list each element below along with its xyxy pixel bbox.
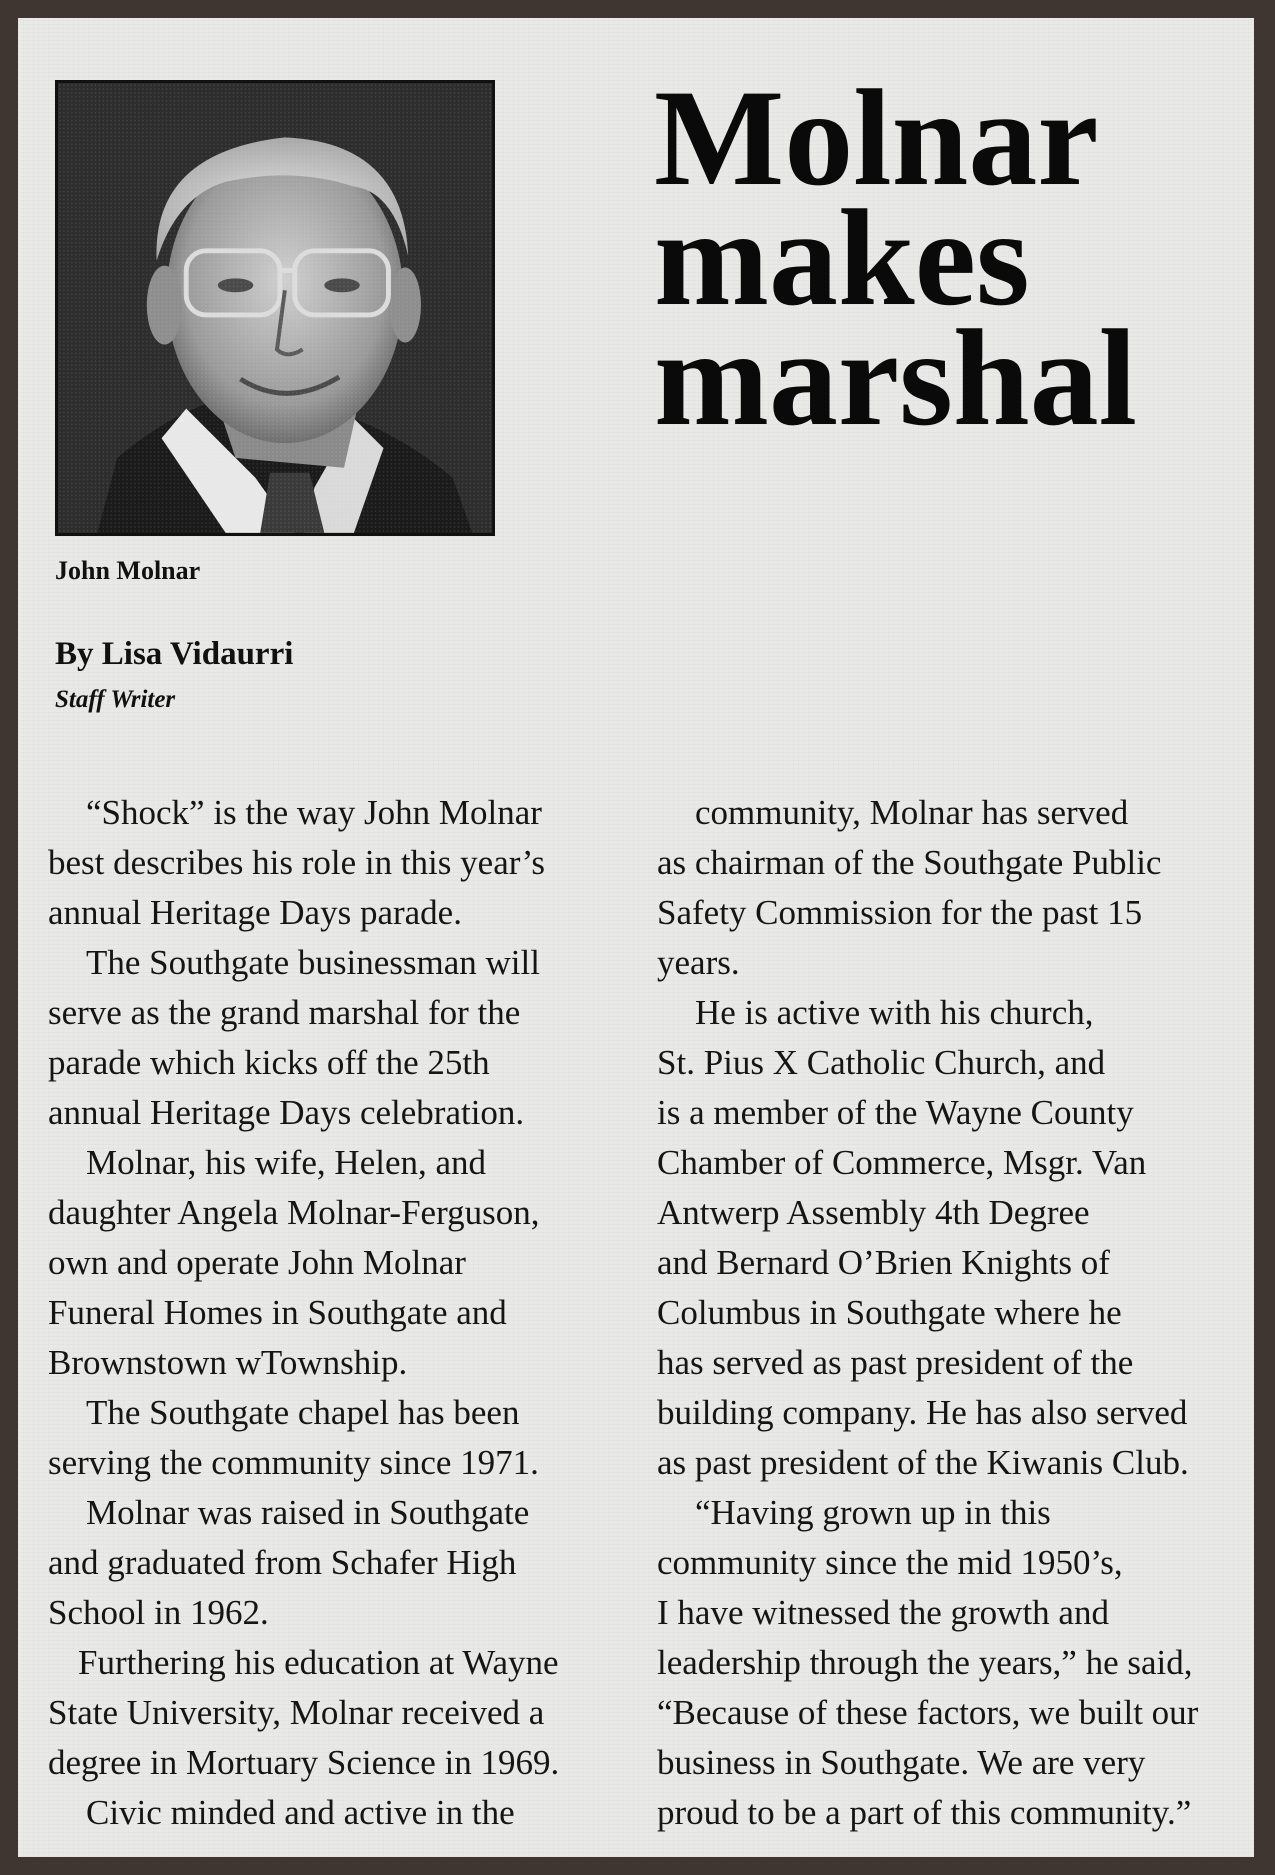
text-line: Molnar, his wife, Helen, and (86, 1143, 487, 1182)
headline (654, 61, 1244, 454)
text-line: School in 1962. (48, 1593, 269, 1632)
text-line: serving the community since 1971. (48, 1443, 539, 1482)
text-line: The Southgate chapel has been (86, 1393, 520, 1432)
text-line: Funeral Homes in Southgate and (48, 1293, 507, 1332)
article-column-right (657, 788, 1247, 1838)
text-line: proud to be a part of this community.” (657, 1793, 1192, 1832)
text-line: annual Heritage Days celebration. (48, 1093, 525, 1132)
text-line: community since the mid 1950’s, (657, 1543, 1123, 1582)
text-line: “Shock” is the way John Molnar (86, 793, 542, 832)
text-line: and Bernard O’Brien Knights of (657, 1243, 1110, 1282)
text-line: business in Southgate. We are very (657, 1743, 1146, 1782)
text-line: has served as past president of the (657, 1343, 1134, 1382)
text-line: and graduated from Schafer High (48, 1543, 517, 1582)
text-line: “Because of these factors, we built our (657, 1693, 1199, 1732)
text-line: Molnar was raised in Southgate (86, 1493, 530, 1532)
headline-line: Molnar (654, 61, 1099, 214)
text-line: best describes his role in this year’s (48, 843, 546, 882)
text-line: building company. He has also served (657, 1393, 1188, 1432)
text-line: annual Heritage Days parade. (48, 893, 462, 932)
text-line: degree in Mortuary Science in 1969. (48, 1743, 560, 1782)
text-line: Safety Commission for the past 15 (657, 893, 1143, 932)
byline-role: Staff Writer (55, 686, 176, 713)
text-line: The Southgate businessman will (86, 943, 540, 982)
photo-caption: John Molnar (55, 556, 201, 585)
text-line: serve as the grand marshal for the (48, 993, 521, 1032)
text-line: St. Pius X Catholic Church, and (657, 1043, 1106, 1082)
text-line: Chamber of Commerce, Msgr. Van (657, 1143, 1147, 1182)
newspaper-clipping (18, 18, 1254, 1857)
text-line: He is active with his church, (695, 993, 1094, 1032)
byline-author: By Lisa Vidaurri (55, 636, 294, 672)
text-line: community, Molnar has served (695, 793, 1129, 832)
text-line: “Having grown up in this (695, 1493, 1051, 1532)
text-line: Columbus in Southgate where he (657, 1293, 1122, 1332)
headline-line: makes (654, 181, 1030, 334)
text-line: leadership through the years,” he said, (657, 1643, 1193, 1682)
text-line: own and operate John Molnar (48, 1243, 466, 1282)
text-line: years. (657, 943, 740, 982)
text-line: parade which kicks off the 25th (48, 1043, 490, 1082)
text-line: Antwerp Assembly 4th Degree (657, 1193, 1090, 1232)
text-line: Furthering his education at Wayne (78, 1643, 559, 1682)
text-line: as chairman of the Southgate Public (657, 843, 1162, 882)
text-line: I have witnessed the growth and (657, 1593, 1109, 1632)
headline-line: marshal (654, 301, 1137, 454)
text-line: State University, Molnar received a (48, 1693, 545, 1732)
text-line: Civic minded and active in the (86, 1793, 515, 1832)
portrait-photo (55, 80, 495, 536)
text-line: Brownstown wTownship. (48, 1343, 408, 1382)
article-column-left (48, 788, 618, 1838)
text-line: is a member of the Wayne County (657, 1093, 1134, 1132)
text-line: as past president of the Kiwanis Club. (657, 1443, 1189, 1482)
text-line: daughter Angela Molnar-Ferguson, (48, 1193, 540, 1232)
